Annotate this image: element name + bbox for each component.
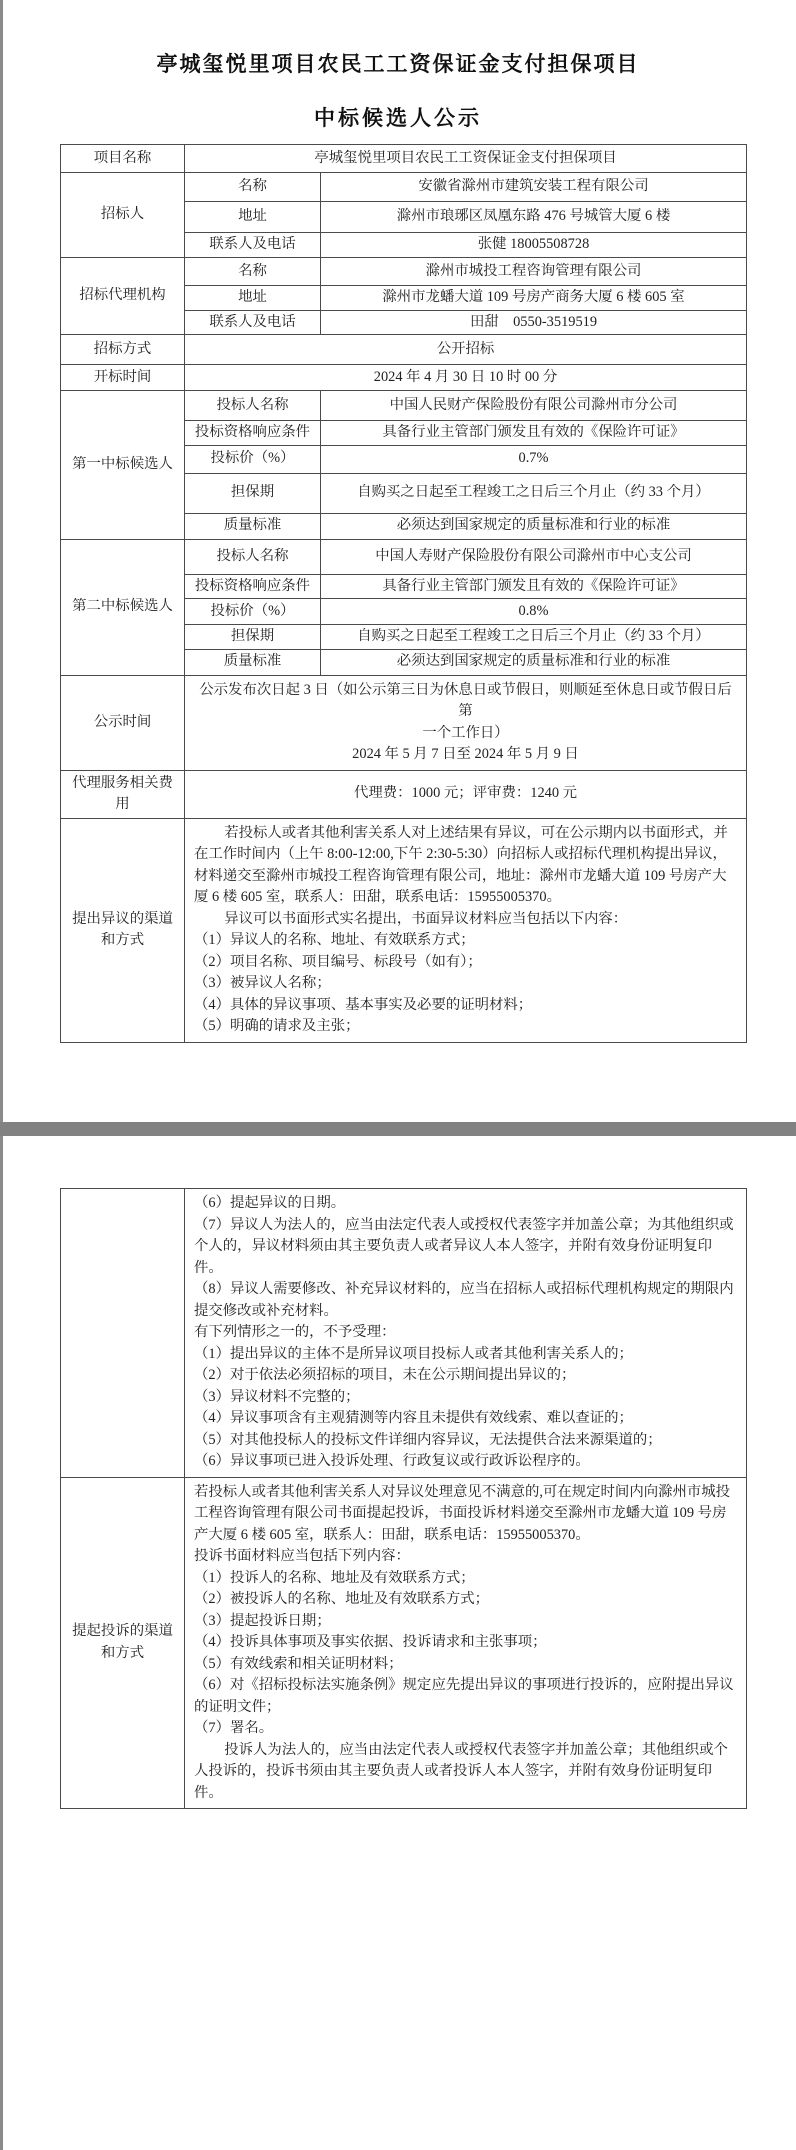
- candidate1-quality-label: 质量标准: [185, 513, 321, 539]
- bid-announcement-table-page-1: [60, 144, 747, 1043]
- objection-channel-text: [185, 818, 747, 1042]
- paragraph-line: （1）提出异议的主体不是所异议项目投标人或者其他利害关系人的；: [194, 1345, 633, 1362]
- tender-method-label: 招标方式: [61, 335, 185, 365]
- paragraph-line: （3）异议材料不完整的；: [194, 1388, 360, 1405]
- paragraph-line: （6）提起异议的日期。: [194, 1195, 346, 1211]
- bid-opening-time-label: 开标时间: [61, 365, 185, 391]
- document-title: 亭城玺悦里项目农民工工资保证金支付担保项目: [156, 53, 640, 76]
- paragraph-line: 2024 年 5 月 7 日至 2024 年 5 月 9 日: [352, 746, 579, 762]
- tenderer-name-label: 名称: [185, 173, 321, 202]
- paragraph-line: （1）投诉人的名称、地址及有效联系方式；: [194, 1569, 475, 1586]
- tenderer-contact-label: 联系人及电话: [185, 233, 321, 258]
- agency-address-value: 滁州市龙蟠大道 109 号房产商务大厦 6 楼 605 室: [321, 286, 747, 311]
- objection-continuation-label: [61, 1189, 185, 1478]
- paragraph-line: （8）异议人需要修改、补充异议材料的，应当在招标人或招标代理机构规定的期限内提交修改或补充材料。: [194, 1281, 734, 1319]
- candidate2-price-label: 投标价（%）: [185, 599, 321, 625]
- paragraph-line: 一个工作日）: [422, 724, 509, 741]
- paragraph-line: 若投标人或者其他利害关系人对上述结果有异议，可在公示期内以书面形式，并在工作时间内（上午 8:00-12:00,下午 2:30-5:30）向招标人或招标代理机构提出异议，材料递交至滁州市城投工程咨询管理有限公司，地址：滁州市龙蟠大道 109 号房产大厦 6 楼 605 室，联系人：田甜，联系电话：15955005370。: [194, 824, 728, 905]
- candidate2-bidder-value: 中国人寿财产保险股份有限公司滁州市中心支公司: [321, 539, 747, 574]
- agency-label: 招标代理机构: [61, 258, 185, 335]
- paragraph-line: （6）对《招标投标法实施条例》规定应先提出异议的事项进行投诉的，应附提出异议的证明文件；: [194, 1677, 734, 1715]
- objection-channel-label: 提出异议的渠道和方式: [61, 818, 185, 1042]
- paragraph-line: （7）署名。: [194, 1720, 274, 1736]
- paragraph-line: （2）被投诉人的名称、地址及有效联系方式；: [194, 1591, 490, 1607]
- agency-contact-label: 联系人及电话: [185, 310, 321, 335]
- candidate2-label: 第二中标候选人: [61, 539, 185, 675]
- candidate1-label: 第一中标候选人: [61, 391, 185, 540]
- agency-address-label: 地址: [185, 286, 321, 311]
- tender-method-value: 公开招标: [185, 335, 747, 365]
- agency-fees-value: 代理费：1000 元；评审费：1240 元: [185, 770, 747, 818]
- candidate1-price-value: 0.7%: [321, 445, 747, 473]
- paragraph-line: （7）异议人为法人的，应当由法定代表人或授权代表签字并加盖公章；为其他组织或个人的，异议材料须由其主要负责人或者异议人本人签字，并附有效身份证明复印件。: [194, 1216, 734, 1276]
- agency-name-value: 滁州市城投工程咨询管理有限公司: [321, 258, 747, 286]
- paragraph-line: 有下列情形之一的，不予受理：: [194, 1324, 396, 1340]
- candidate2-guarantee-period-value: 自购买之日起至工程竣工之日后三个月止（约 33 个月）: [321, 625, 747, 650]
- paragraph-line: 公示发布次日起 3 日（如公示第三日为休息日或节假日，则顺延至休息日或节假日后第: [199, 681, 732, 719]
- paragraph-line: （4）投诉具体事项及事实依据、投诉请求和主张事项；: [194, 1634, 547, 1650]
- paragraph-line: （4）具体的异议事项、基本事实及必要的证明材料；: [194, 996, 533, 1013]
- paragraph-line: （4）异议事项含有主观猜测等内容且未提供有效线索、难以查证的；: [194, 1410, 633, 1426]
- paragraph-line: （5）明确的请求及主张；: [194, 1018, 360, 1034]
- paragraph-line: （1）异议人的名称、地址、有效联系方式；: [194, 932, 475, 948]
- candidate2-guarantee-period-label: 担保期: [185, 625, 321, 650]
- candidate2-qualification-label: 投标资格响应条件: [185, 574, 321, 599]
- publicity-period-label: 公示时间: [61, 675, 185, 770]
- candidate2-price-value: 0.8%: [321, 599, 747, 625]
- tenderer-name-value: 安徽省滁州市建筑安装工程有限公司: [321, 173, 747, 202]
- candidate2-bidder-label: 投标人名称: [185, 539, 321, 574]
- objection-continuation-text: [185, 1189, 747, 1478]
- candidate2-quality-value: 必须达到国家规定的质量标准和行业的标准: [321, 649, 747, 675]
- paragraph-line: 投诉书面材料应当包括下列内容：: [194, 1548, 410, 1564]
- tenderer-contact-value: 张健 18005508728: [321, 233, 747, 258]
- candidate1-bidder-value: 中国人民财产保险股份有限公司滁州市分公司: [321, 391, 747, 421]
- paragraph-line: 投诉人为法人的，应当由法定代表人或授权代表签字并加盖公章；其他组织或个人投诉的，投诉书须由其主要负责人或者投诉人本人签字，并附有效身份证明复印件。: [194, 1741, 728, 1801]
- candidate1-guarantee-period-label: 担保期: [185, 473, 321, 513]
- paragraph-line: 若投标人或者其他利害关系人对异议处理意见不满意的,可在规定时间内向滁州市城投工程咨询管理有限公司书面提起投诉，书面投诉材料递交至滁州市龙蟠大道 109 号房产大厦 6 楼 605 室，联系人：田甜，联系电话：15955005370。: [194, 1483, 731, 1543]
- candidate2-quality-label: 质量标准: [185, 649, 321, 675]
- paragraph-line: （3）提起投诉日期；: [194, 1612, 331, 1629]
- paragraph-line: （6）异议事项已进入投诉处理、行政复议或行政诉讼程序的。: [194, 1453, 590, 1469]
- candidate1-quality-value: 必须达到国家规定的质量标准和行业的标准: [321, 513, 747, 539]
- bid-announcement-table-page-2: [60, 1188, 747, 1809]
- publicity-period-value: [185, 675, 747, 770]
- paragraph-line: （3）被异议人名称；: [194, 975, 331, 991]
- project-name-label: 项目名称: [61, 145, 185, 173]
- candidate2-qualification-value: 具备行业主管部门颁发且有效的《保险许可证》: [321, 574, 747, 599]
- candidate1-qualification-value: 具备行业主管部门颁发且有效的《保险许可证》: [321, 421, 747, 446]
- candidate1-guarantee-period-value: 自购买之日起至工程竣工之日后三个月止（约 33 个月）: [321, 473, 747, 513]
- paragraph-line: （2）对于依法必须招标的项目，未在公示期间提出异议的；: [194, 1367, 576, 1383]
- agency-fees-label: 代理服务相关费用: [61, 770, 185, 818]
- tenderer-address-label: 地址: [185, 202, 321, 233]
- page-separator-bar: [0, 1122, 796, 1136]
- bid-opening-time-value: 2024 年 4 月 30 日 10 时 00 分: [185, 365, 747, 391]
- page-edge-line: [0, 0, 3, 2150]
- document-subtitle: 中标候选人公示: [314, 107, 482, 130]
- candidate1-qualification-label: 投标资格响应条件: [185, 421, 321, 446]
- complaint-channel-label: 提起投诉的渠道和方式: [61, 1477, 185, 1809]
- project-name-value: 亭城玺悦里项目农民工工资保证金支付担保项目: [185, 145, 747, 173]
- agency-contact-value: 田甜 0550-3519519: [321, 310, 747, 335]
- tenderer-address-value: 滁州市琅琊区凤凰东路 476 号城管大厦 6 楼: [321, 202, 747, 233]
- tenderer-label: 招标人: [61, 173, 185, 258]
- paragraph-line: （5）对其他投标人的投标文件详细内容异议，无法提供合法来源渠道的；: [194, 1431, 662, 1448]
- candidate1-bidder-label: 投标人名称: [185, 391, 321, 421]
- paragraph-line: （5）有效线索和相关证明材料；: [194, 1655, 403, 1672]
- candidate1-price-label: 投标价（%）: [185, 445, 321, 473]
- paragraph-line: （2）项目名称、项目编号、标段号（如有）；: [194, 953, 482, 970]
- paragraph-line: 异议可以书面形式实名提出，书面异议材料应当包括以下内容：: [224, 910, 628, 927]
- complaint-channel-text: [185, 1477, 747, 1809]
- agency-name-label: 名称: [185, 258, 321, 286]
